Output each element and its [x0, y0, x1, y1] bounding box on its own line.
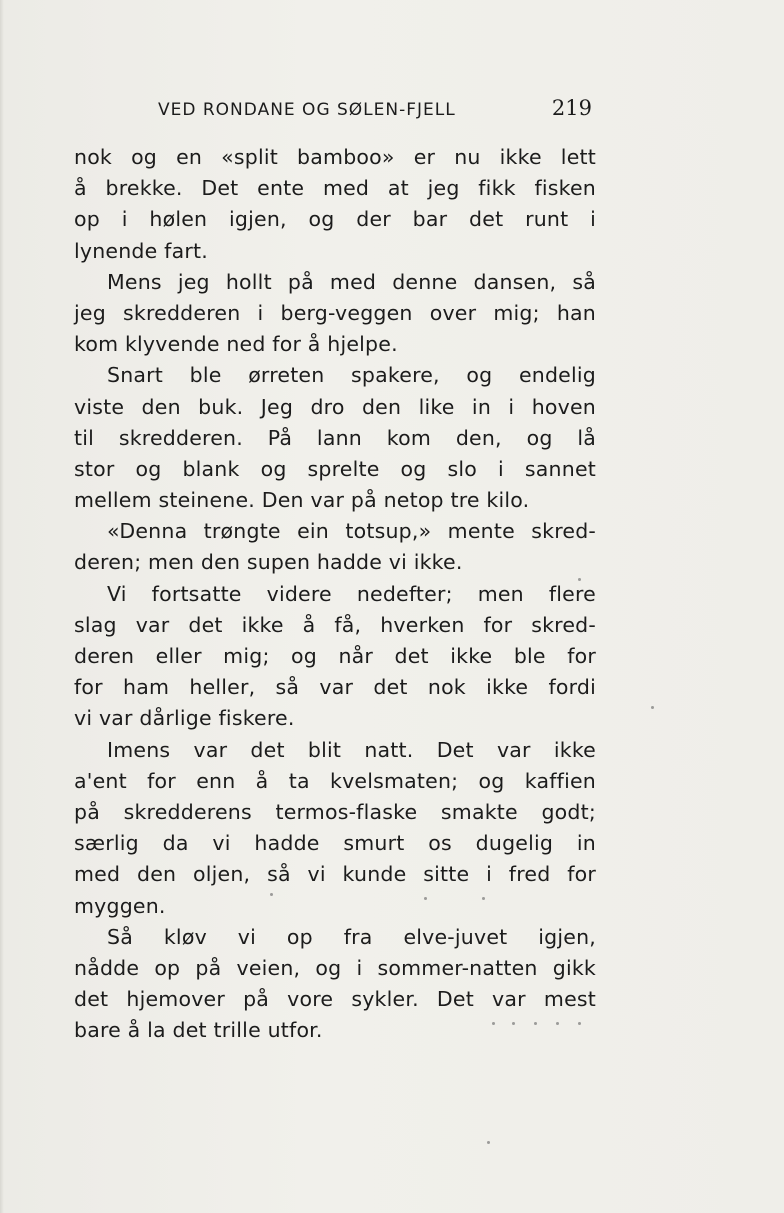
text-line: stor og blank og sprelte og slo i sannet [74, 456, 596, 481]
text-line: lynende fart. [74, 238, 208, 263]
scan-speck [424, 897, 427, 900]
page-edge-shadow [0, 0, 4, 1213]
scan-speck [482, 897, 485, 900]
text-line: deren eller mig; og når det ikke ble for [74, 644, 596, 668]
text-line: slag var det ikke å få, hverken for skred- [74, 612, 596, 637]
text-line: kom klyvende ned for å hjelpe. [74, 332, 398, 357]
text-line: Så kløv vi op fra elve-juvet igjen, [107, 924, 596, 949]
text-line: Mens jeg hollt på med denne dansen, så [107, 269, 596, 294]
paragraph [74, 516, 596, 578]
scan-speck [534, 1022, 537, 1025]
text-line: å brekke. Det ente med at jeg fikk fisken [74, 176, 596, 201]
running-head: VED RONDANE OG SØLEN-FJELL [158, 100, 456, 120]
scan-speck [578, 1022, 581, 1025]
paragraph [74, 922, 596, 1047]
scan-speck [512, 1022, 515, 1025]
page-header [158, 96, 592, 126]
text-line: jeg skredderen i berg-veggen over mig; han [74, 300, 596, 325]
text-line: «Denna trøngte ein totsup,» mente skred- [107, 519, 596, 544]
text-line: deren; men den supen hadde vi ikke. [74, 550, 463, 575]
text-line: på skredderens termos-flaske smakte godt; [74, 799, 596, 824]
text-line: myggen. [74, 893, 166, 918]
text-line: Snart ble ørreten spakere, og endelig [107, 363, 596, 388]
text-line: viste den buk. Jeg dro den like in i hoven [74, 394, 596, 419]
text-line: det hjemover på vore sykler. Det var mest [74, 987, 596, 1012]
page-number: 219 [551, 96, 592, 120]
text-line: bare å la det trille utfor. [74, 1018, 323, 1043]
scan-speck [270, 893, 273, 896]
text-line: til skredderen. På lann kom den, og lå [74, 425, 596, 450]
paragraph [74, 735, 596, 922]
text-line: nådde op på veien, og i sommer-natten gikk [74, 955, 596, 980]
scan-speck [578, 578, 581, 581]
text-line: a'ent for enn å ta kvelsmaten; og kaffien [74, 768, 596, 793]
text-line: særlig da vi hadde smurt os dugelig in [74, 831, 596, 856]
scan-speck [651, 706, 654, 709]
scan-speck [556, 1022, 559, 1025]
scan-speck [487, 1141, 490, 1144]
text-line: med den oljen, så vi kunde sitte i fred for [74, 862, 596, 887]
text-line: nok og en «split bamboo» er nu ikke lett [74, 145, 596, 169]
paragraph [74, 142, 596, 267]
text-line: op i hølen igjen, og der bar det runt i [74, 207, 596, 232]
text-line: mellem steinene. Den var på netop tre kilo. [74, 488, 530, 513]
scan-speck [492, 1022, 495, 1025]
body-text [74, 142, 596, 1046]
paragraph [74, 360, 596, 516]
paragraph [74, 579, 596, 735]
text-line: Imens var det blit natt. Det var ikke [107, 737, 596, 762]
text-line: Vi fortsatte videre nedefter; men flere [107, 581, 596, 606]
text-line: for ham heller, så var det nok ikke fordi [74, 675, 596, 700]
text-line: vi var dårlige fiskere. [74, 706, 295, 731]
paragraph [74, 267, 596, 361]
